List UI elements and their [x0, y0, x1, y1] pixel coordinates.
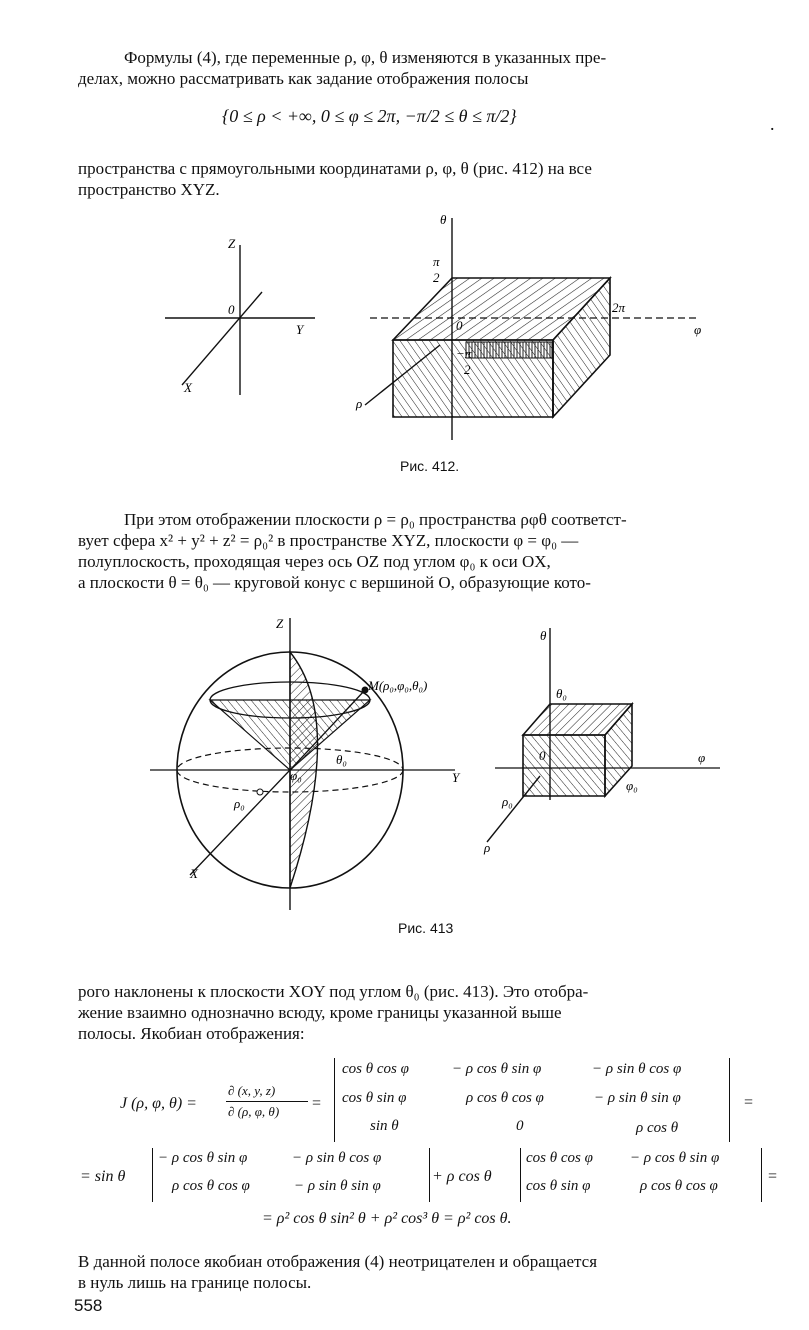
pi-half-bottom: −π — [456, 346, 472, 361]
axis-label-x: X — [184, 380, 192, 395]
pi-half-top: π — [433, 254, 440, 269]
jacobian-tail-eq: = — [744, 1094, 754, 1111]
origin-label: 0 — [228, 302, 235, 317]
axis-label-theta: θ — [440, 212, 447, 227]
rho0-label: ρ₀ — [502, 794, 513, 809]
axis-label-x: X — [190, 866, 198, 881]
matrix-cell: − ρ cos θ sin φ — [452, 1061, 542, 1077]
phi0-label: φ₀ — [626, 778, 638, 793]
expansion-prefix: = sin θ — [80, 1168, 126, 1185]
matrix-cell: − ρ sin θ cos φ — [592, 1061, 682, 1077]
axis-label-rho: ρ — [356, 396, 363, 411]
jacobian-lhs: J (ρ, φ, θ) = — [120, 1095, 197, 1112]
matrix-cell: cos θ cos φ — [342, 1061, 409, 1077]
theta0-label: θ₀ — [556, 686, 567, 701]
text-line: жение взаимно однозначно всюду, кроме границы указанной выше — [78, 1003, 562, 1022]
text-line: делах, можно рассматривать как задание отображения полосы — [78, 69, 529, 88]
axis-label-phi: φ — [698, 750, 706, 765]
text-line: Формулы (4), где переменные ρ, φ, θ изменяются в указанных пре- — [124, 48, 607, 67]
phi0-label: φ₀ — [290, 768, 302, 783]
pi-half-bottom-den: 2 — [464, 362, 471, 377]
page-number: 558 — [74, 1296, 103, 1315]
xyz-axes — [165, 245, 315, 395]
matrix-cell: − ρ sin θ cos φ — [292, 1150, 382, 1166]
two-pi-label: 2π — [612, 300, 626, 315]
text-line: В данной полосе якобиан отображения (4) неотрицателен и обращается — [78, 1252, 598, 1271]
text-line: в нуль лишь на границе полосы. — [78, 1273, 312, 1292]
figure-caption: Рис. 413 — [398, 920, 454, 936]
theta0-label: θ₀ — [336, 752, 347, 767]
point-label-m: M(ρ₀,φ₀,θ₀) — [368, 678, 428, 693]
matrix-cell: ρ cos θ — [636, 1120, 679, 1136]
text-line: полосы. Якобиан отображения: — [78, 1024, 305, 1043]
matrix-cell: − ρ sin θ sin φ — [294, 1178, 381, 1194]
text-line: полуплоскость, проходящая через ось OZ под углом φ₀ к оси OX, — [78, 552, 551, 571]
paragraph-space — [78, 158, 794, 200]
matrix-cell: cos θ sin φ — [526, 1178, 591, 1194]
matrix-cell: − ρ sin θ sin φ — [594, 1090, 681, 1106]
figure-413 — [0, 612, 809, 912]
axis-label-y: Y — [452, 770, 460, 785]
text-line: пространства с прямоугольными координатами ρ, φ, θ (рис. 412) на все — [78, 159, 592, 178]
figure-412 — [0, 208, 809, 468]
rho0-label: ρ₀ — [234, 796, 245, 811]
jacobian-result: = ρ² cos θ sin² θ + ρ² cos³ θ = ρ² cos θ. — [262, 1210, 512, 1227]
axis-label-z: Z — [276, 616, 284, 631]
paragraph-mapping — [78, 509, 794, 593]
text-line: вует сфера x² + y² + z² = ρ₀² в пространстве XYZ, плоскости φ = φ₀ — — [78, 531, 579, 550]
matrix-cell: ρ cos θ cos φ — [172, 1178, 250, 1194]
jacobian-frac-den: ∂ (ρ, φ, θ) — [228, 1104, 280, 1119]
matrix-cell: 0 — [516, 1118, 524, 1134]
paragraph-conclusion — [78, 1251, 794, 1293]
formula-dot: . — [770, 114, 775, 134]
box-figure — [487, 628, 720, 842]
axis-label-rho: ρ — [484, 840, 491, 855]
paragraph-jacobian-intro — [78, 981, 794, 1044]
paragraph-intro — [78, 47, 794, 89]
axis-label-theta: θ — [540, 628, 547, 643]
text-line: пространство XYZ. — [78, 180, 220, 199]
figure-caption: Рис. 412. — [400, 458, 460, 474]
axis-label-y: Y — [296, 322, 304, 337]
pi-half-top-den: 2 — [433, 270, 440, 285]
matrix-cell: sin θ — [370, 1118, 399, 1134]
origin-label: 0 — [456, 318, 463, 333]
text-line: а плоскости θ = θ₀ — круговой конус с вершиной O, образующие кото- — [78, 573, 591, 592]
matrix-cell: ρ cos θ cos φ — [466, 1090, 544, 1106]
strip-formula: {0 ≤ ρ < +∞, 0 ≤ φ ≤ 2π, −π/2 ≤ θ ≤ π/2} — [222, 106, 517, 126]
fraction-bar — [226, 1101, 308, 1102]
matrix-cell: − ρ cos θ sin φ — [630, 1150, 720, 1166]
jacobian-frac-num: ∂ (x, y, z) — [228, 1083, 276, 1098]
text-line: рого наклонены к плоскости XOY под углом θ₀ (рис. 413). Это отобра- — [78, 982, 589, 1001]
rho-phi-theta-box — [365, 218, 700, 440]
origin-label: 0 — [539, 748, 546, 763]
matrix-cell: cos θ sin φ — [342, 1090, 407, 1106]
matrix-cell: − ρ cos θ sin φ — [158, 1150, 248, 1166]
axis-label-phi: φ — [694, 322, 702, 337]
jacobian-eq: = — [312, 1095, 322, 1112]
expansion-eq: = — [768, 1168, 778, 1185]
axis-label-z: Z — [228, 236, 236, 251]
matrix-cell: cos θ cos φ — [526, 1150, 593, 1166]
matrix-cell: ρ cos θ cos φ — [640, 1178, 718, 1194]
text-line: При этом отображении плоскости ρ = ρ₀ пространства ρφθ соответст- — [124, 510, 627, 529]
expansion-plus: + ρ cos θ — [432, 1168, 492, 1185]
